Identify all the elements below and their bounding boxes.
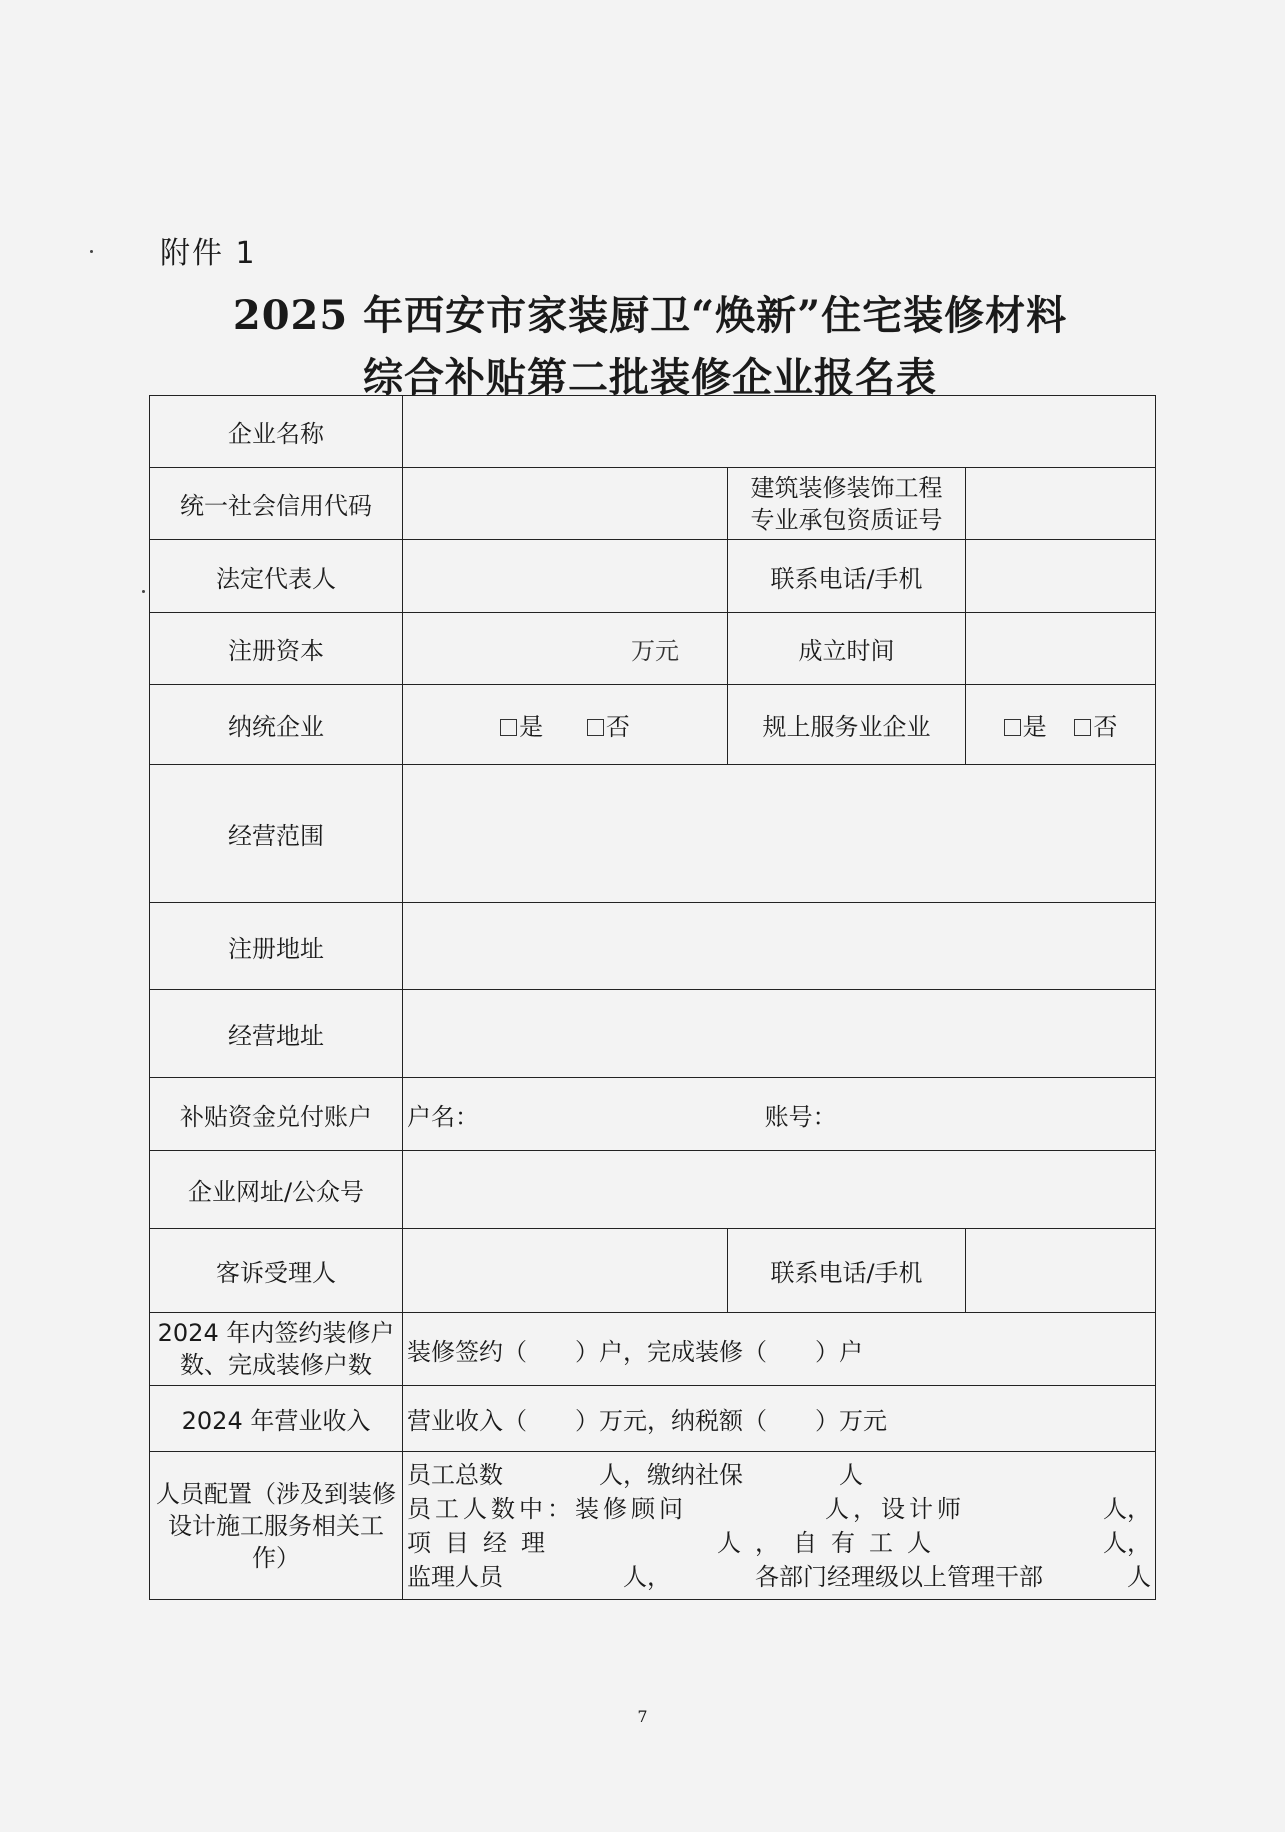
- field-contact-phone-2[interactable]: [966, 1229, 1156, 1313]
- staff-line4-end: 人: [1127, 1562, 1151, 1591]
- field-staffing[interactable]: [403, 1452, 1156, 1600]
- label-established: 成立时间: [728, 613, 966, 685]
- label-qualification-line2: 专业承包资质证号: [750, 505, 943, 534]
- label-business-scope: 经营范围: [150, 765, 403, 903]
- form-title-line1: 2025 年西安市家装厨卫“焕新”住宅装修材料: [232, 292, 1068, 339]
- label-subsidy-account: 补贴资金兑付账户: [150, 1078, 403, 1151]
- row-staffing: [150, 1452, 1156, 1600]
- staff-consultant-text: 员工人数中：装修顾问: [407, 1494, 687, 1523]
- row-contracts: [150, 1313, 1156, 1386]
- label-reg-address: 注册地址: [150, 903, 403, 990]
- staff-pm-text: 项目经理: [407, 1528, 559, 1557]
- label-website: 企业网址/公众号: [150, 1151, 403, 1229]
- label-contracts-line2: 数、完成装修户数: [180, 1351, 372, 1379]
- staff-line-3: [407, 1526, 1151, 1560]
- field-website[interactable]: [403, 1151, 1156, 1229]
- field-reg-address[interactable]: [403, 903, 1156, 990]
- scan-speck: [90, 250, 93, 253]
- row-revenue: [150, 1386, 1156, 1452]
- field-biz-address[interactable]: [403, 990, 1156, 1078]
- row-reg-address: [150, 903, 1156, 990]
- above-scale-yes-checkbox[interactable]: [1004, 707, 1047, 742]
- capital-unit: 万元: [631, 637, 679, 665]
- staff-line-2: [407, 1492, 1151, 1526]
- field-contracts[interactable]: 装修签约（ ）户，完成装修（ ）户: [403, 1313, 1156, 1386]
- field-in-stats: [403, 685, 728, 765]
- staff-workers-text: 人，自有工人: [717, 1528, 945, 1557]
- no-label: 否: [605, 713, 630, 741]
- row-stats: [150, 685, 1156, 765]
- field-established[interactable]: [966, 613, 1156, 685]
- label-contact-phone-2: 联系电话/手机: [728, 1229, 966, 1313]
- label-complaint-handler: 客诉受理人: [150, 1229, 403, 1313]
- field-revenue[interactable]: 营业收入（ ）万元，纳税额（ ）万元: [403, 1386, 1156, 1452]
- label-in-stats: 纳统企业: [150, 685, 403, 765]
- staff-line-4: [407, 1560, 1151, 1594]
- row-legal-rep: [150, 540, 1156, 613]
- field-business-scope[interactable]: [403, 765, 1156, 903]
- staff-managers-text: 各部门经理级以上管理干部: [755, 1562, 1043, 1591]
- checkbox-icon: [587, 719, 604, 736]
- row-company-name: [150, 396, 1156, 468]
- checkbox-icon: [1004, 719, 1021, 736]
- row-complaint: [150, 1229, 1156, 1313]
- account-name-label: 户名：: [407, 1102, 479, 1131]
- yes-label: 是: [519, 713, 544, 741]
- label-legal-rep: 法定代表人: [150, 540, 403, 613]
- field-qualification[interactable]: [966, 468, 1156, 540]
- staff-line2-end: 人，: [1103, 1494, 1151, 1523]
- form-title-line2: 综合补贴第二批装修企业报名表: [363, 354, 937, 401]
- field-above-scale: [966, 685, 1156, 765]
- label-company-name: 企业名称: [150, 396, 403, 468]
- field-credit-code[interactable]: [403, 468, 728, 540]
- label-contracts-line1: 2024 年内签约装修户: [157, 1319, 395, 1347]
- staff-line3-end: 人，: [1103, 1528, 1151, 1557]
- label-contracts: [150, 1313, 403, 1386]
- label-staffing: 人员配置（涉及到装修设计施工服务相关工作）: [150, 1452, 403, 1600]
- row-subsidy-account: [150, 1078, 1156, 1151]
- field-legal-rep[interactable]: [403, 540, 728, 613]
- scan-speck: [142, 590, 145, 593]
- row-business-scope: [150, 765, 1156, 903]
- staff-designer-text: 人，设计师: [825, 1494, 965, 1523]
- above-scale-no-checkbox[interactable]: [1074, 707, 1117, 742]
- account-no-label: 账号：: [764, 1102, 837, 1131]
- yes-label: 是: [1022, 713, 1047, 741]
- checkbox-icon: [500, 719, 517, 736]
- label-credit-code: 统一社会信用代码: [150, 468, 403, 540]
- label-qualification: [728, 468, 966, 540]
- label-contact-phone: 联系电话/手机: [728, 540, 966, 613]
- label-registered-capital: 注册资本: [150, 613, 403, 685]
- staff-total-text: 员工总数 人，缴纳社保 人: [407, 1460, 863, 1489]
- row-biz-address: [150, 990, 1156, 1078]
- row-website: [150, 1151, 1156, 1229]
- no-label: 否: [1093, 713, 1118, 741]
- in-stats-yes-checkbox[interactable]: [500, 707, 543, 742]
- label-revenue: 2024 年营业收入: [150, 1386, 403, 1452]
- row-capital: [150, 613, 1156, 685]
- page-number: 7: [637, 1707, 648, 1726]
- label-above-scale: 规上服务业企业: [728, 685, 966, 765]
- attachment-label: 附件 1: [160, 236, 257, 271]
- staff-supervisor-text: 监理人员 人，: [407, 1562, 671, 1591]
- staff-line-1: [407, 1458, 1151, 1492]
- field-contact-phone[interactable]: [966, 540, 1156, 613]
- field-company-name[interactable]: [403, 396, 1156, 468]
- label-biz-address: 经营地址: [150, 990, 403, 1078]
- registration-form-table: [149, 395, 1156, 1600]
- field-complaint-handler[interactable]: [403, 1229, 728, 1313]
- in-stats-no-checkbox[interactable]: [587, 707, 630, 742]
- field-registered-capital[interactable]: [403, 613, 728, 685]
- row-credit-code: [150, 468, 1156, 540]
- label-qualification-line1: 建筑装修装饰工程: [750, 473, 943, 502]
- checkbox-icon: [1074, 719, 1091, 736]
- field-subsidy-account[interactable]: [403, 1078, 1156, 1151]
